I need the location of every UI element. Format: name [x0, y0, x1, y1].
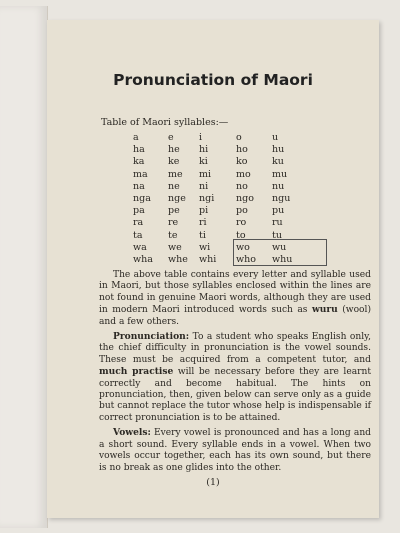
syllable-cell: mo	[236, 168, 251, 180]
syllable-cell: we	[168, 241, 182, 253]
non-maori-syllable-box	[233, 239, 327, 266]
syllable-cell: ka	[133, 156, 145, 168]
syllable-cell: ko	[236, 156, 248, 168]
syllable-cell: who	[236, 253, 256, 265]
syllable-cell: ne	[168, 180, 180, 192]
syllable-cell: e	[168, 132, 174, 143]
syllable-cell: u	[272, 132, 279, 143]
syllable-cell: pu	[272, 205, 285, 217]
syllable-cell: whu	[272, 253, 293, 265]
book-page	[47, 20, 379, 518]
syllable-cell: i	[199, 132, 203, 143]
syllable-cell: ni	[199, 180, 209, 192]
syllable-cell: wo	[236, 241, 250, 253]
syllable-cell: wha	[133, 253, 153, 265]
syllable-cell: ho	[236, 144, 248, 156]
emphasis-text: much practise	[99, 366, 174, 378]
syllable-cell: whi	[199, 253, 217, 265]
syllable-cell: to	[236, 229, 246, 241]
body-text	[99, 270, 371, 477]
syllable-cell: ti	[199, 229, 206, 241]
syllable-cell: na	[133, 180, 145, 192]
syllable-cell: ru	[272, 217, 283, 229]
table-intro: Table of Maori syllables:—	[101, 117, 229, 128]
syllable-cell: nge	[168, 192, 186, 204]
example-word: wuru	[311, 304, 338, 316]
syllable-cell: o	[236, 132, 242, 143]
syllable-cell: ta	[133, 229, 143, 241]
syllable-cell: ro	[236, 217, 247, 229]
syllable-cell: wu	[272, 241, 287, 253]
page-number: (1)	[206, 477, 220, 488]
paragraph-vowels: Vowels: Every vowel is pronounced and has a long and a short sound. Every syllable ends in a vowel. When two vowels occur together, each has its own sound, but there is no break as one glides into the other.	[99, 427, 371, 473]
syllable-cell: mu	[272, 168, 288, 180]
syllable-cell: pa	[133, 205, 145, 217]
syllable-cell: ke	[168, 156, 180, 168]
syllable-cell: mi	[199, 168, 212, 180]
syllable-cell: hi	[199, 144, 209, 156]
syllable-cell: ma	[133, 168, 148, 180]
syllable-cell: pe	[168, 205, 180, 217]
syllable-cell: po	[236, 205, 248, 217]
syllable-cell: nu	[272, 180, 285, 192]
syllable-cell: ngi	[199, 192, 215, 204]
syllable-cell: ngu	[272, 192, 291, 204]
pronunciation-label: Pronunciation:	[113, 331, 190, 343]
syllable-cell: ku	[272, 156, 284, 168]
syllable-cell: pi	[199, 205, 209, 217]
vowels-label: Vowels:	[113, 427, 151, 439]
syllable-cell: wa	[133, 241, 147, 253]
facing-page-edge	[0, 6, 48, 528]
page-title: Pronunciation of Maori	[113, 71, 313, 89]
syllable-cell: te	[168, 229, 178, 241]
syllable-cell: nga	[133, 192, 151, 204]
syllable-cell: ra	[133, 217, 144, 229]
syllable-cell: me	[168, 168, 183, 180]
syllable-cell: whe	[168, 253, 188, 265]
syllable-cell: ri	[199, 217, 207, 229]
syllable-cell: wi	[199, 241, 211, 253]
syllable-cell: ki	[199, 156, 208, 168]
paragraph-pronunciation: Pronunciation: To a student who speaks English only, the chief difficulty in pronunciation is the vowel sounds. These must be acquired from a competent tutor, and much practise will be necessary before they are learnt correctly and become habitual. The hints on pronunciation, then, given below can serve only as a guide but cannot replace the tutor whose help is indispensable if correct pronunciation is to be attained.	[99, 331, 371, 423]
syllable-cell: no	[236, 180, 248, 192]
syllable-cell: hu	[272, 144, 285, 156]
syllable-cell: a	[133, 132, 139, 143]
paragraph-table-note: The above table contains every letter and syllable used in Maori, but those syllables enclosed within the lines are not found in genuine Maori words, although they are used in modern Maori introduced words such as wuru (wool) and a few others.	[99, 270, 371, 327]
syllable-cell: ngo	[236, 192, 254, 204]
syllable-cell: tu	[272, 229, 282, 241]
syllable-cell: ha	[133, 144, 145, 156]
syllable-cell: re	[168, 217, 179, 229]
syllable-cell: he	[168, 144, 180, 156]
